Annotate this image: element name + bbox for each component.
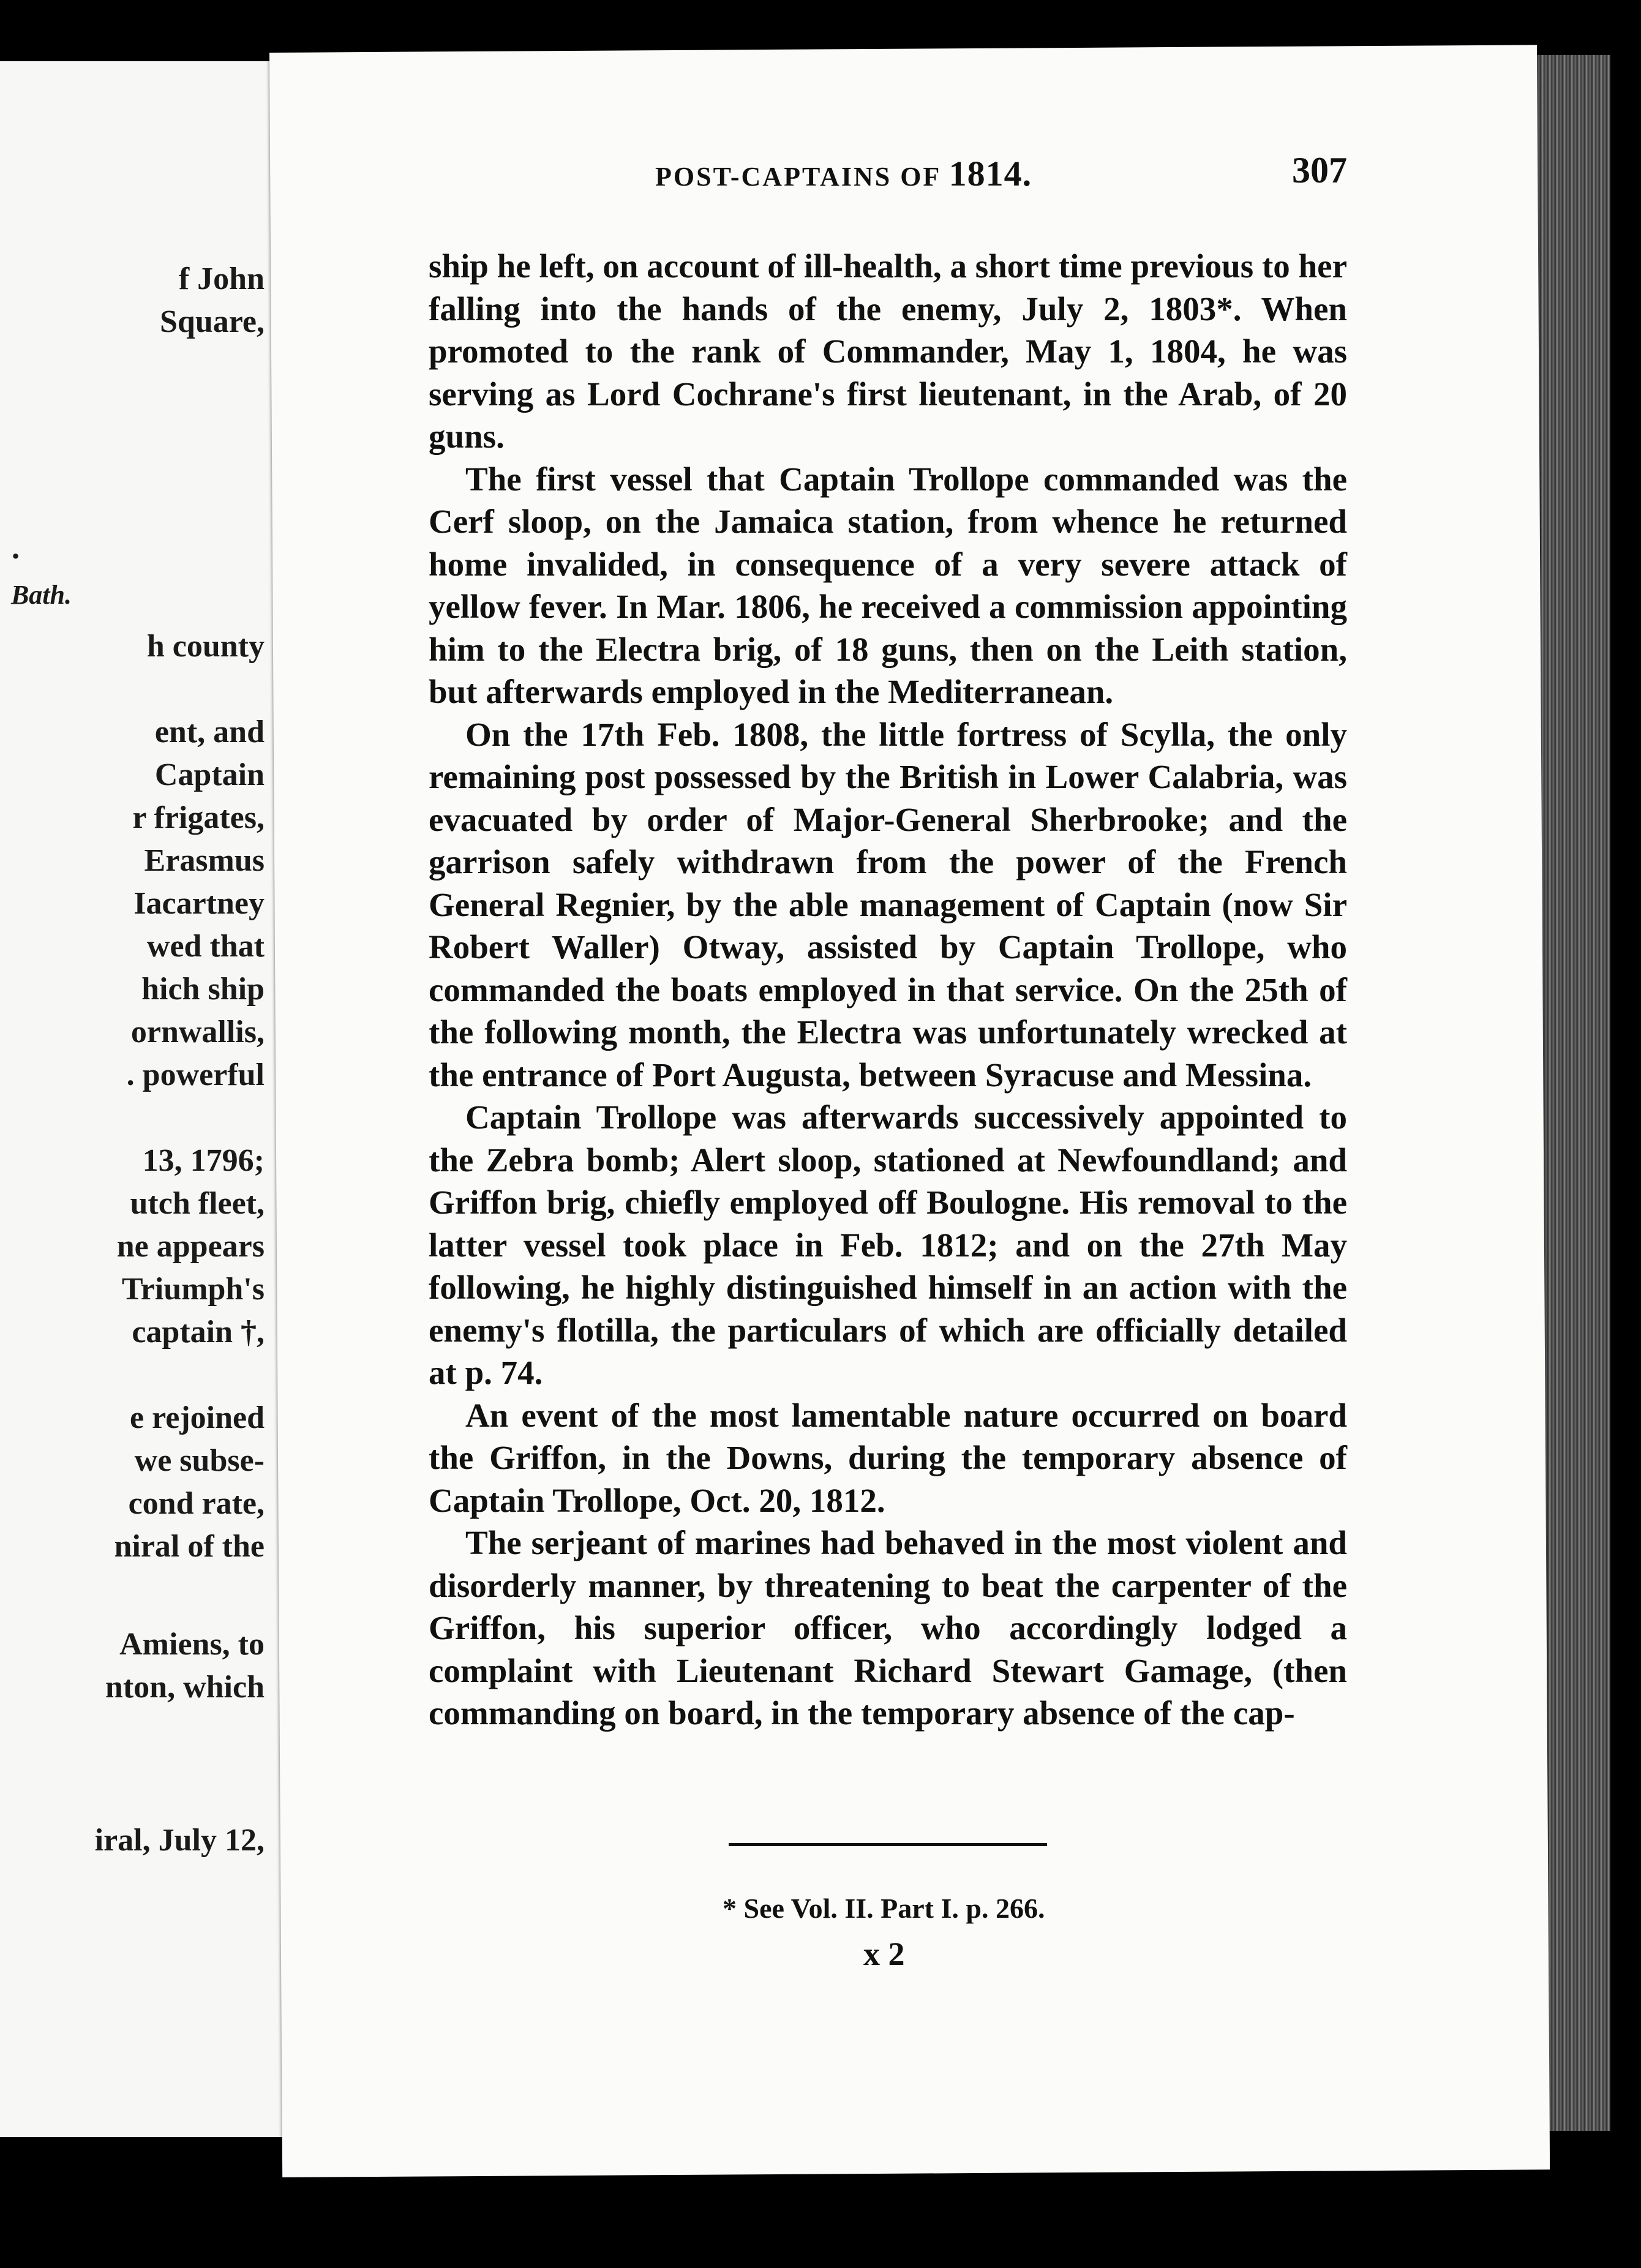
footnote-rule bbox=[729, 1843, 1047, 1846]
paragraph: An event of the most lamentable nature occurred on board the Griffon, in the Downs, during the temporary absence of Captain Trollope, Oct. 20, 1812. bbox=[429, 1396, 1347, 1519]
page-number: 307 bbox=[1292, 150, 1347, 190]
facing-line: . powerful bbox=[126, 1057, 265, 1092]
facing-line: Square, bbox=[160, 304, 265, 339]
running-head bbox=[386, 150, 1347, 196]
facing-line: iral, July 12, bbox=[94, 1823, 265, 1858]
facing-line: we subse- bbox=[134, 1443, 265, 1478]
facing-line: Bath. bbox=[10, 580, 72, 610]
facing-line: nton, which bbox=[105, 1670, 265, 1705]
facing-line: hich ship bbox=[141, 972, 265, 1007]
facing-line: wed that bbox=[146, 929, 265, 964]
facing-line: ent, and bbox=[154, 715, 265, 749]
facing-line: cond rate, bbox=[128, 1486, 265, 1521]
facing-line: utch fleet, bbox=[130, 1186, 265, 1221]
facing-line: ornwallis, bbox=[130, 1015, 265, 1050]
running-title-year: 1814. bbox=[948, 154, 1032, 193]
facing-line: captain †, bbox=[132, 1315, 265, 1350]
paragraph: Captain Trollope was afterwards successively appointed to the Zebra bomb; Alert sloop, stationed at Newfoundland; and Griffon brig, chiefly employed off Boulogne. His removal to the latter vessel took place in Feb. 1812; and on the 27th May following, he highly distinguished himself in an action with the enemy's flotilla, the particulars of which are officially detailed at p. 74. bbox=[429, 1098, 1347, 1391]
facing-line: Erasmus bbox=[144, 843, 265, 878]
running-title bbox=[655, 153, 1032, 194]
paragraph: The serjeant of marines had behaved in the most violent and disorderly manner, by threatening to beat the carpenter of the Griffon, his superior officer, who accordingly lodged a complaint with Lieutenant Richard Stewart Gamage, (then commanding on board, in the temporary absence of the cap- bbox=[429, 1524, 1347, 1732]
facing-line: Triumph's bbox=[121, 1272, 265, 1307]
signature-mark: x 2 bbox=[863, 1936, 905, 1972]
facing-line: h county bbox=[146, 629, 265, 664]
facing-line: niral of the bbox=[114, 1529, 265, 1564]
facing-line: . bbox=[12, 531, 20, 566]
facing-line: Amiens, to bbox=[119, 1627, 265, 1662]
facing-line: Iacartney bbox=[133, 886, 265, 921]
paragraph: The first vessel that Captain Trollope commanded was the Cerf sloop, on the Jamaica station, from whence he returned home invalided, in consequence of a very severe attack of yellow fever. In Mar. 1806, he received a commission appointing him to the Electra brig, of 18 guns, then on the Leith station, but afterwards employed in the Mediterranean. bbox=[429, 460, 1347, 710]
body-text bbox=[429, 245, 1347, 1735]
footnote: * See Vol. II. Part I. p. 266. bbox=[723, 1893, 1045, 1924]
facing-line: f John bbox=[178, 261, 265, 296]
facing-line: 13, 1796; bbox=[142, 1143, 265, 1178]
facing-line: ne appears bbox=[116, 1229, 265, 1264]
facing-page bbox=[0, 61, 294, 2137]
facing-line: e rejoined bbox=[130, 1400, 265, 1435]
facing-line: Captain bbox=[154, 757, 265, 792]
running-title-text: POST-CAPTAINS OF bbox=[655, 162, 941, 192]
paragraph: ship he left, on account of ill-health, a short time previous to her falling into the hands of the enemy, July 2, 1803*. When promoted to the rank of Commander, May 1, 1804, he was serving as Lord Cochrane's first lieutenant, in the Arab, of 20 guns. bbox=[429, 247, 1347, 455]
paragraph: On the 17th Feb. 1808, the little fortress of Scylla, the only remaining post possessed by the British in Lower Calabria, was evacuated by order of Major-General Sherbrooke; and the garrison safely withdrawn from the power of the French General Regnier, by the able management of Captain (now Sir Robert Waller) Otway, assisted by Captain Trollope, who commanded the boats employed in that service. On the 25th of the following month, the Electra was unfortunately wrecked at the entrance of Port Augusta, between Syracuse and Messina. bbox=[429, 715, 1347, 1094]
facing-line: r frigates, bbox=[132, 800, 265, 835]
